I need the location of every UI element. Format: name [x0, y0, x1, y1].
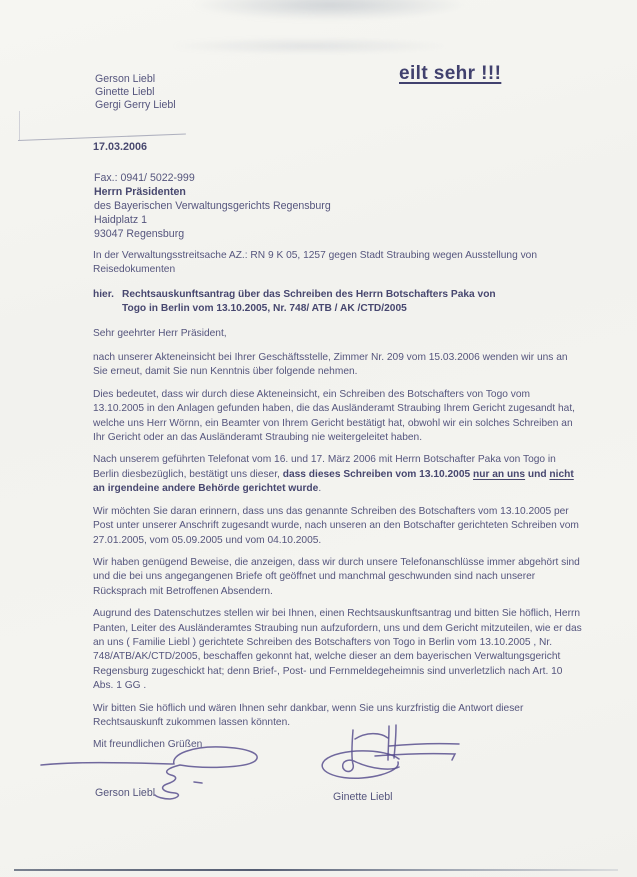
letter-paragraph: [93, 388, 582, 446]
emphasis-underlined: nicht: [549, 468, 574, 480]
emphasis-bold: und: [525, 468, 550, 480]
letter-paragraph: [93, 453, 582, 496]
text-run: Wir bitten Sie höflich und wären Ihnen sehr dankbar, wenn Sie uns kurzfristig die Antwort dieser Rechtsauskunft zukommen lassen könnten.: [93, 702, 524, 728]
closing-phrase: Mit freundlichen Grüßen: [93, 739, 203, 751]
text-run: Wir möchten Sie daran erinnern, dass uns das genannte Schreiben des Botschafters vom 13.10.2005 per Post unter unserer Anschrift zugesandt wurde, nach unseren an den Botschafter gerichteten Schreiben vom 27.01.2005, vom 05.09.2005 und vom 04.10.2005.: [93, 505, 579, 546]
subject-text: [122, 288, 496, 317]
letter-date: 17.03.2006: [93, 141, 148, 153]
emphasis-bold: an irgendeine andere Behörde gerichtet wurde: [93, 483, 319, 495]
urgency-note: eilt sehr !!!: [399, 63, 502, 84]
scan-edge-line: [14, 869, 618, 871]
case-reference: In der Verwaltungsstreitsache AZ.: RN 9 K 05, 1257 gegen Stadt Straubing wegen Ausstellung von Reisedokumenten: [93, 250, 537, 276]
subject-line: Togo in Berlin vom 13.10.2005, Nr. 748/ ATB / AK /CTD/2005: [122, 303, 407, 315]
subject-prefix: hier.: [93, 288, 114, 300]
scan-smudge-top: [190, 0, 470, 20]
recipient-line: des Bayerischen Verwaltungsgerichts Regensburg: [94, 199, 331, 212]
sender-name: Gergi Gerry Liebl: [95, 99, 176, 112]
salutation: Sehr geehrter Herr Präsident,: [93, 327, 227, 339]
recipient-block: [94, 172, 331, 242]
fax-line: Fax.: 0941/ 5022-999: [94, 172, 195, 184]
recipient-line: Haidplatz 1: [94, 213, 147, 226]
sender-block: [95, 73, 176, 113]
text-run: Augrund des Datenschutzes stellen wir bei Ihnen, einen Rechtsauskunftsantrag und bitten Sie höflich, Herrn Panten, Leiter des Ausländeramtes Straubing nun aufzufordern, uns und dem Gericht mitzuteilen, wie er das an uns ( Familie Liebl ) gerichtete Schreiben des Botschafters von Togo in Berlin vom 13.10.2005 , Nr. 748/ATB/AK/CTD/2005, beschaffen gekonnt hat, welche dieser an dem bayerischen Verwaltungsgericht Regensburg zugeschickt hat; denn Brief-, Post- und Fernmeldegeheimnis sind unverletzlich nach Art. 10 Abs. 1 GG .: [93, 608, 582, 692]
fold-crease: [18, 134, 186, 141]
signature-name-ginette: Ginette Liebl: [333, 790, 393, 803]
sender-name: Gerson Liebl: [95, 73, 156, 85]
letter-paragraph: [93, 607, 582, 693]
signature-name-gerson: Gerson Liebl: [95, 786, 156, 799]
signature-row: [93, 753, 582, 831]
text-run: Nach unserem geführten Telefonat vom 16. und 17. März 2006 mit Herrn Botschafter Paka von Togo in Berlin diesbezüglich, bestätigt uns dieser,: [93, 454, 556, 480]
sender-name: Ginette Liebl: [95, 86, 155, 99]
text-run: Dies bedeutet, dass wir durch diese Akteneinsicht, ein Schreiben des Botschafters von Togo vom 13.10.2005 in den Anlagen gefunden haben, die das Ausländeramt Straubing Ihrem Gericht zugesandt hat, welche uns Herr Wörnn, ein Beamter von Ihrem Gericht bestätigt hat, obwohl wir ein solches Schreiben an Ihr Gericht oder an das Ausländeramt Straubing nie weitergeleitet haben.: [93, 388, 575, 444]
text-run: .: [318, 483, 322, 495]
text-run: nach unserer Akteneinsicht bei Ihrer Geschäftsstelle, Zimmer Nr. 209 vom 15.03.2006 wenden wir uns an Sie erneut, damit Sie nun Kenntnis über folgende nehmen.: [93, 352, 568, 378]
subject-line: Rechtsauskunftsantrag über das Schreiben des Herrn Botschafters Paka von: [122, 288, 496, 300]
subject-row: [93, 288, 582, 317]
signature-gerson-graphic: [27, 741, 272, 813]
letter-paragraph: [93, 556, 582, 599]
recipient-line: Herrn Präsidenten: [94, 185, 186, 198]
emphasis-bold: dass dieses Schreiben vom 13.10.2005: [282, 468, 473, 480]
text-run: Wir haben genügend Beweise, die anzeigen, dass wir durch unsere Telefonanschlüsse immer abgehört sind und die bei uns angegangenen Briefe oft geöffnet und manchmal geschwunden sind nach unserer Rücksprach mit Betroffenen Absendern.: [93, 556, 580, 597]
scan-ghost-band: [175, 38, 445, 54]
recipient-line: 93047 Regensburg: [94, 227, 185, 240]
letter-paragraph: [93, 505, 582, 548]
letter-paragraph: [93, 351, 582, 380]
letter-body: [93, 249, 582, 831]
paragraphs-container: [93, 351, 582, 730]
fold-crease-vertical: [19, 111, 20, 140]
emphasis-underlined: nur an uns: [473, 468, 526, 480]
